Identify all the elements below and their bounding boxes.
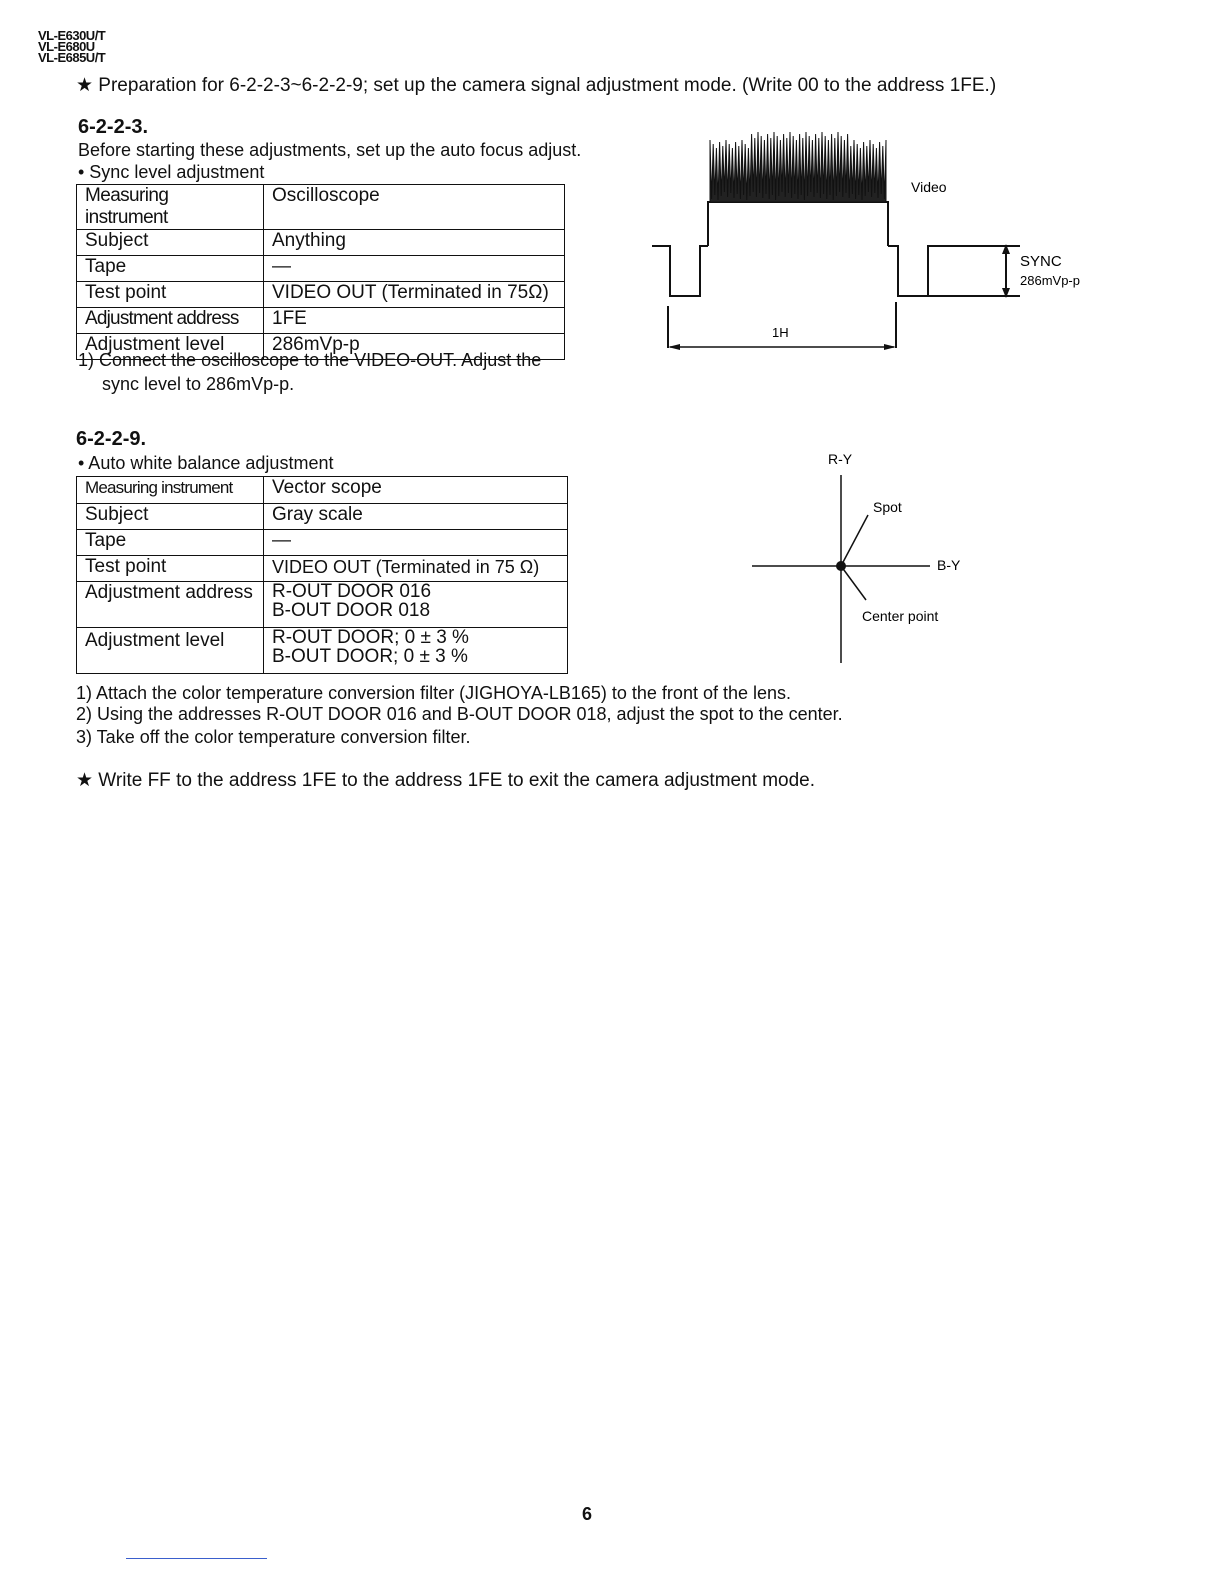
table-row [77,628,568,674]
sync-pulse-right [888,246,1020,296]
sync-pulse-left [652,246,708,296]
period-label: 1H [772,325,789,340]
row-value: B-OUT DOOR; 0 ± 3 % [272,646,468,667]
row-label: Subject [77,504,264,530]
sync-step-1-cont: sync level to 286mVp-p. [102,374,295,394]
footer-rule [126,1558,267,1559]
row-value: 1FE [264,308,565,334]
arrow-right-icon [884,344,896,350]
model-list [38,30,105,63]
row-label: Tape [77,256,264,282]
section-intro: Before starting these adjustments, set up the auto focus adjust. [78,140,582,160]
row-label: Test point [77,556,264,582]
ry-label: R-Y [828,451,853,467]
wb-step-3: 3) Take off the color temperature conversion filter. [76,727,471,747]
row-value: — [264,530,568,556]
section-heading-623: 6-2-2-3. [78,116,149,138]
sync-level-label: 286mVp-p [1020,273,1080,288]
row-value-group [264,628,568,674]
row-value: VIDEO OUT (Terminated in 75Ω) [264,282,565,308]
row-value-group [264,582,568,628]
table-row [77,582,568,628]
arrow-left-icon [668,344,680,350]
table-row [77,308,565,334]
table-row [77,556,568,582]
row-value: R-OUT DOOR; 0 ± 3 % [272,627,469,648]
model-name: VL-E630U/T [38,28,106,43]
center-point-label: Center point [862,608,939,624]
row-label: Tape [77,530,264,556]
row-label: Test point [77,282,264,308]
row-label: Adjustment address [77,308,264,334]
model-name: VL-E680U [38,39,95,54]
row-value: Gray scale [264,504,568,530]
table-row [77,530,568,556]
table-row [77,504,568,530]
sync-waveform-diagram [640,130,1110,360]
video-label: Video [911,179,947,195]
page-number: 6 [582,1504,593,1524]
vectorscope-diagram [740,445,980,670]
row-value: Anything [264,230,565,256]
row-label: Adjustment address [77,582,264,628]
section-heading-629: 6-2-2-9. [76,428,147,450]
row-value: Oscilloscope [264,185,565,230]
section-bullet: • Sync level adjustment [78,162,265,182]
table-row [77,256,565,282]
row-value: Vector scope [264,477,568,504]
row-value: — [264,256,565,282]
preparation-note: ★ Preparation for 6-2-2-3~6-2-2-9; set up the camera signal adjustment mode. (Write 00 to the address 1FE.) [76,75,997,96]
spot-leader [841,515,868,566]
wb-step-1: 1) Attach the color temperature conversion filter (JIGHOYA-LB165) to the front of the lens. [76,683,792,703]
sync-label: SYNC [1020,253,1062,270]
row-label: Adjustment level [77,334,264,360]
exit-note: ★ Write FF to the address 1FE to the address 1FE to exit the camera adjustment mode. [76,770,816,791]
video-envelope [708,202,888,246]
row-value: R-OUT DOOR 016 [272,581,432,602]
table-row [77,185,565,230]
white-balance-spec-table [76,476,568,674]
center-leader [841,566,866,600]
spot-label: Spot [873,499,902,515]
row-label: Measuring instrument [77,477,264,504]
sync-spec-table [76,184,565,360]
table-row [77,282,565,308]
row-label: Subject [77,230,264,256]
row-value: VIDEO OUT (Terminated in 75 Ω) [264,556,568,582]
row-label: Measuring instrument [77,185,264,230]
row-value: B-OUT DOOR 018 [272,600,431,621]
table-row [77,230,565,256]
model-name: VL-E685U/T [38,50,106,65]
row-label: Adjustment level [77,628,264,674]
sync-step-1: 1) Connect the oscilloscope to the VIDEO-OUT. Adjust the [78,350,542,370]
table-row [77,477,568,504]
wb-step-2: 2) Using the addresses R-OUT DOOR 016 and B-OUT DOOR 018, adjust the spot to the center. [76,704,843,724]
section-bullet: • Auto white balance adjustment [78,453,334,473]
row-value: 286mVp-p [264,334,565,360]
by-label: B-Y [937,557,961,573]
video-burst [710,132,886,202]
